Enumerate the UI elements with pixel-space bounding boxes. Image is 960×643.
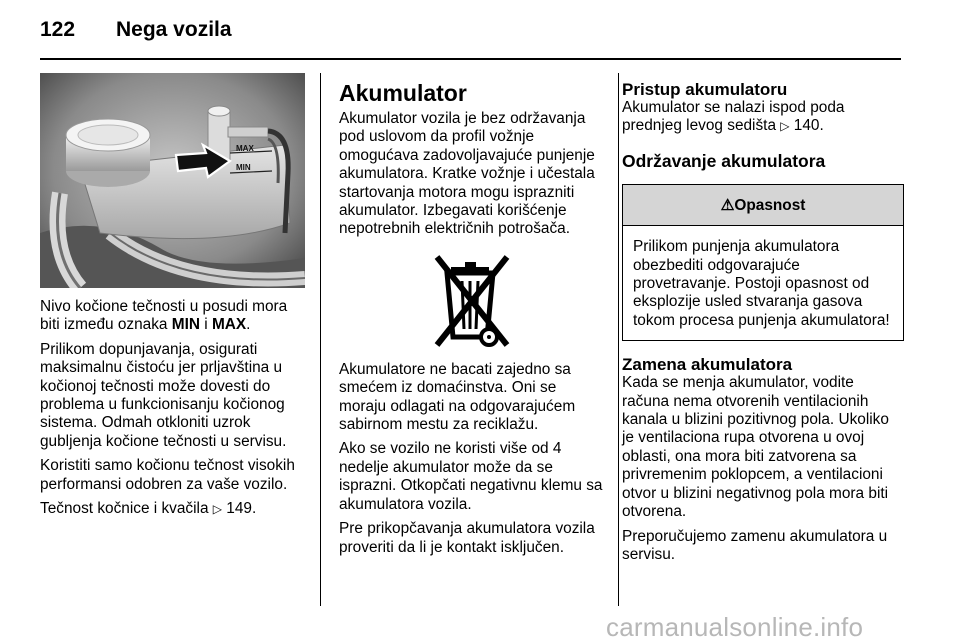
header-rule (40, 58, 901, 60)
page-reference-icon: ▷ (212, 502, 223, 517)
battery-replacement-heading: Zamena akumulatora (622, 355, 793, 375)
page-header (40, 18, 232, 42)
danger-header (623, 185, 903, 226)
danger-box (622, 184, 904, 341)
brake-fluid-reservoir-photo (40, 73, 305, 288)
battery-maintenance-heading: Održavanje akumulatora (622, 150, 826, 171)
connect-check-text: Pre prikopčavanja akumulatora vozila proveriti da li je kontakt isključen. (339, 520, 595, 556)
disposal-text: Akumulatore ne bacati zajedno sa smećem iz domaćinstva. Oni se moraju odlagati na odgovarajućem sabirnom mestu za reciklažu. (339, 360, 576, 434)
danger-text: Prilikom punjenja akumulatora obezbediti odgovarajuće provetravanje. Postoji opasnost od eksplozije usled stvaranja gasova tokom procesa punjenja akumulatora! (633, 238, 890, 329)
column-divider-1 (320, 73, 321, 606)
battery-access-heading: Pristup akumulatoru (622, 80, 788, 99)
warning-triangle-icon: ⚠ (720, 196, 735, 214)
min-label: MIN (171, 316, 200, 334)
page-reference-icon: ▷ (780, 119, 790, 134)
column-divider-2 (618, 73, 619, 606)
column-3 (622, 80, 904, 570)
crossed-bin-icon (431, 253, 513, 349)
column-2 (339, 80, 605, 563)
fluid-type-text: Koristiti samo kočionu tečnost visokih performansi odobren za vaše vozilo. (40, 457, 295, 493)
min-mark-label: MIN (236, 163, 251, 172)
battery-intro-text: Akumulator vozila je bez održavanja pod uslovom da profil vožnje omogućava zadovoljavajuće punjenje akumulatora. Kratke vožnje i učestala startovanja motora mogu isprazniti akumulator. Izbegavati korišćenje nepotrebnih električnih potrošača. (339, 110, 595, 238)
max-mark-label: MAX (236, 144, 254, 153)
danger-title: Opasnost (734, 196, 806, 214)
replacement-text: Kada se menja akumulator, vodite računa nema otvorenih ventilacionih kanala u blizini pozitivnog pola. Ukoliko je ventilaciona rupa otvorena u ovoj oblasti, ona mora biti zatvorena sa privremenim poklopcem, a ventilacioni otvor u blizini negativnog pola mora biti otvorena. (622, 374, 889, 521)
battery-access-text[interactable]: Akumulator se nalazi ispod poda prednjeg levog sedišta ▷ 140. (622, 99, 845, 135)
recommendation-text: Preporučujemo zamenu akumulatora u servisu. (622, 527, 888, 563)
page-number: 122 (40, 18, 76, 41)
brake-fluid-level-text: Nivo kočione tečnosti u posudi mora biti između oznaka MIN i MAX. (40, 298, 288, 334)
refill-caution-text: Prilikom dopunjavanja, osigurati maksimalnu čistoću jer prljavština u kočionoj tečnosti može dovesti do problema u funkcionisanju kočionog sistema. Odmah otkloniti uzrok gubljenja kočione tečnosti u servisu. (40, 340, 287, 450)
battery-heading: Akumulator (339, 80, 467, 106)
unused-vehicle-text: Ako se vozilo ne koristi više od 4 nedelje akumulator može da se isprazni. Otkopčati negativnu klemu sa akumulatora vozila. (339, 440, 603, 513)
max-label: MAX (211, 316, 247, 334)
cross-reference[interactable]: Tečnost kočnice i kvačila ▷ 149. (40, 500, 257, 518)
column-1 (40, 298, 306, 524)
watermark: carmanualsonline.info (606, 612, 864, 642)
page-title: Nega vozila (116, 18, 232, 41)
